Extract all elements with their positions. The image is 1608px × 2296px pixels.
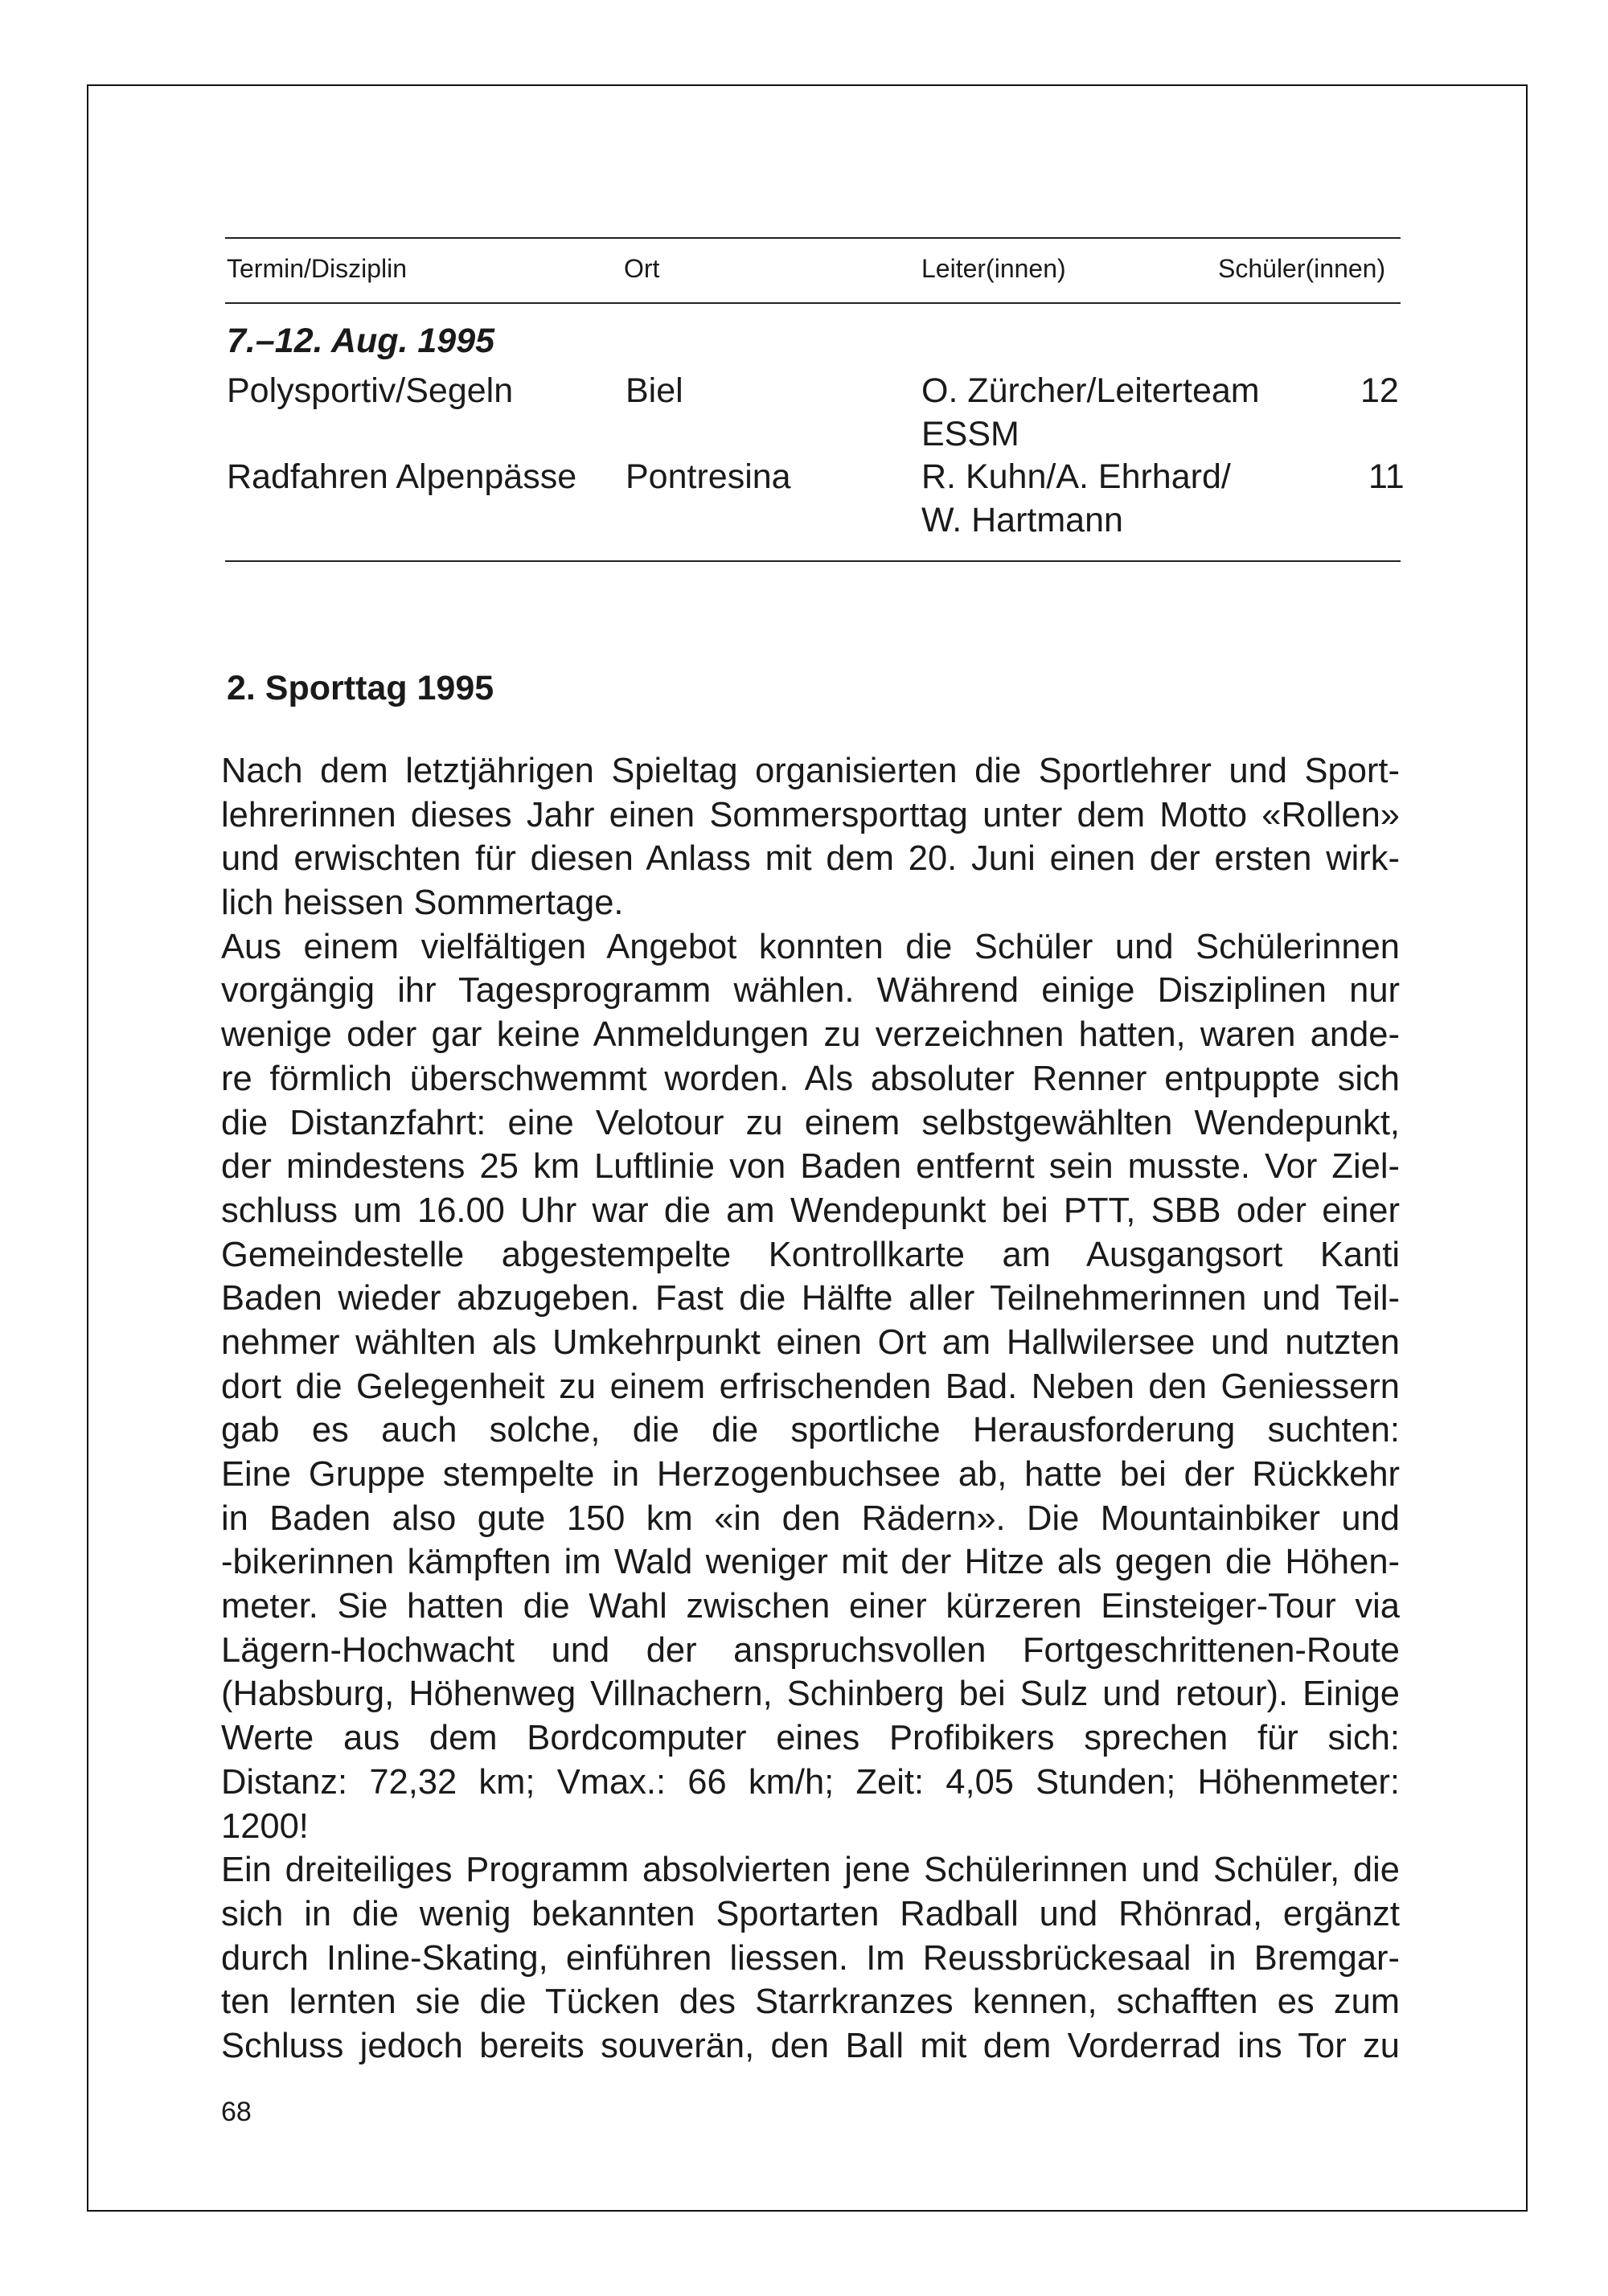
table-bottom-rule	[225, 560, 1401, 562]
body-line: schluss um 16.00 Uhr war die am Wendepunkt bei PTT, SBB oder einer	[221, 1191, 1400, 1230]
body-line: Ein dreiteiliges Programm absolvierten jene Schülerinnen und Schüler, die	[221, 1851, 1400, 1890]
body-line: vorgängig ihr Tagesprogramm wählen. Während einige Disziplinen nur	[221, 971, 1400, 1011]
body-line: in Baden also gute 150 km «in den Rädern». Die Mountainbiker und	[221, 1499, 1400, 1538]
row-leiter-cont: W. Hartmann	[921, 501, 1123, 539]
body-line: Werte aus dem Bordcomputer eines Profibikers sprechen für sich:	[221, 1719, 1400, 1758]
row-schueler: 11	[1368, 457, 1405, 496]
body-line: nehmer wählten als Umkehrpunkt einen Ort am Hallwilersee und nutzten	[221, 1322, 1400, 1362]
body-line: gab es auch solche, die die sportliche Herausforderung suchten:	[221, 1411, 1400, 1450]
row-leiter: O. Zürcher/Leiterteam	[921, 371, 1260, 410]
body-line: Eine Gruppe stempelte in Herzogenbuchsee ab, hatte bei der Rückkehr	[221, 1455, 1400, 1494]
table-date: 7.–12. Aug. 1995	[227, 322, 495, 360]
body-line: Schluss jedoch bereits souverän, den Ball mit dem Vorderrad ins Tor zu	[221, 2026, 1400, 2065]
body-line: lehrerinnen dieses Jahr einen Sommersporttag unter dem Motto «Rollen»	[221, 795, 1400, 834]
section-heading: 2. Sporttag 1995	[227, 669, 494, 707]
row-leiter: R. Kuhn/A. Ehrhard/	[921, 457, 1231, 496]
body-line: wenige oder gar keine Anmeldungen zu verzeichnen hatten, waren ande-	[221, 1015, 1400, 1055]
row-disziplin: Radfahren Alpenpässe	[227, 457, 577, 496]
row-disziplin: Polysportiv/Segeln	[227, 371, 514, 410]
row-schueler: 12	[1360, 371, 1399, 410]
body-line: Nach dem letztjährigen Spieltag organisierten die Sportlehrer und Sport-	[221, 752, 1400, 790]
header-leiter: Leiter(innen)	[921, 254, 1066, 283]
body-line: lich heissen Sommertage.	[221, 884, 624, 923]
row-ort: Pontresina	[626, 457, 791, 496]
body-line: Aus einem vielfältigen Angebot konnten die Schüler und Schülerinnen	[221, 927, 1400, 966]
body-line: 1200!	[221, 1806, 309, 1846]
body-line: Baden wieder abzugeben. Fast die Hälfte aller Teilnehmerinnen und Teil-	[221, 1279, 1400, 1318]
header-schueler: Schüler(innen)	[1218, 254, 1386, 283]
body-line: Distanz: 72,32 km; Vmax.: 66 km/h; Zeit: 4,05 Stunden; Höhenmeter:	[221, 1762, 1400, 1802]
header-ort: Ort	[624, 254, 660, 283]
body-line: der mindestens 25 km Luftlinie von Baden entfernt sein musste. Vor Ziel-	[221, 1147, 1400, 1187]
page-number: 68	[221, 2097, 252, 2127]
body-line: Gemeindestelle abgestempelte Kontrollkarte am Ausgangsort Kanti	[221, 1235, 1400, 1274]
table-header-rule	[225, 302, 1401, 304]
body-line: meter. Sie hatten die Wahl zwischen einer kürzeren Einsteiger-Tour via	[221, 1587, 1400, 1626]
body-line: und erwischten für diesen Anlass mit dem 20. Juni einen der ersten wirk-	[221, 839, 1400, 879]
body-line: re förmlich überschwemmt worden. Als absoluter Renner entpuppte sich	[221, 1059, 1400, 1098]
body-paragraphs	[221, 749, 1400, 2068]
body-line: sich in die wenig bekannten Sportarten Radball und Rhönrad, ergänzt	[221, 1894, 1400, 1933]
body-line: durch Inline-Skating, einführen liessen. Im Reussbrückesaal in Bremgar-	[221, 1938, 1400, 1978]
body-line: ten lernten sie die Tücken des Starrkranzes kennen, schafften es zum	[221, 1982, 1400, 2022]
row-ort: Biel	[626, 371, 683, 410]
body-line: die Distanzfahrt: eine Velotour zu einem selbstgewählten Wendepunkt,	[221, 1103, 1400, 1142]
body-line: Lägern-Hochwacht und der anspruchsvollen Fortgeschrittenen-Route	[221, 1630, 1400, 1670]
row-leiter-cont: ESSM	[921, 415, 1019, 453]
body-line: dort die Gelegenheit zu einem erfrischenden Bad. Neben den Geniessern	[221, 1367, 1400, 1406]
body-line: -bikerinnen kämpften im Wald weniger mit der Hitze als gegen die Höhen-	[221, 1543, 1400, 1582]
header-termin: Termin/Disziplin	[227, 254, 408, 283]
body-line: (Habsburg, Höhenweg Villnachern, Schinberg bei Sulz und retour). Einige	[221, 1675, 1400, 1714]
table-top-rule	[225, 237, 1401, 239]
